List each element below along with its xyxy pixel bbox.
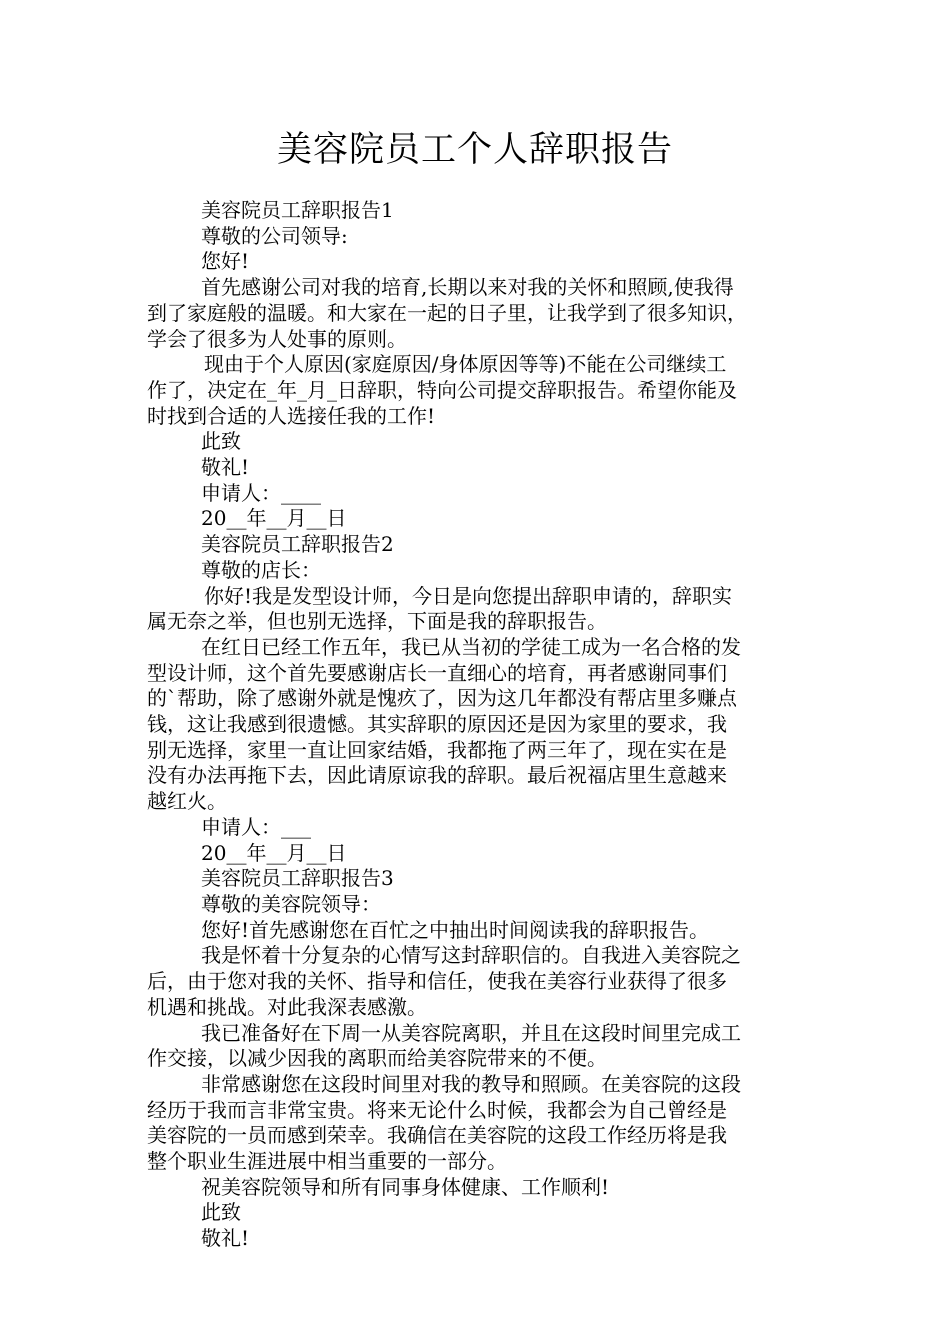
document-title: 美容院员工个人辞职报告 [276,130,673,170]
paragraph-line: 作了，决定在_年_月_日辞职，特向公司提交辞职报告。希望你能及 [147,377,737,402]
paragraph-line: 机遇和挑战。对此我深表感激。 [147,994,427,1019]
paragraph-line: 别无选择，家里一直让回家结婚，我都拖了两三年了，现在实在是 [147,737,727,762]
paragraph-line: 后，由于您对我的关怀、指导和信任，使我在美容行业获得了很多 [147,969,727,994]
paragraph-line: 型设计师，这个首先要感谢店长一直细心的培育，再者感谢同事们 [147,660,727,685]
paragraph-line: 我是怀着十分复杂的心情写这封辞职信的。自我进入美容院之 [201,943,741,968]
paragraph-line: 整个职业生涯进展中相当重要的一部分。 [147,1149,507,1174]
salutation: 尊敬的店长： [201,557,321,582]
paragraph-line: 作交接，以减少因我的离职而给美容院带来的不便。 [147,1046,607,1071]
paragraph-line: 到了家庭般的温暖。和大家在一起的日子里，让我学到了很多知识， [147,300,747,325]
report-heading-2: 美容院员工辞职报告2 [201,532,394,557]
paragraph-line: 的`帮助，除了感谢外就是愧疚了，因为这几年都没有帮店里多赚点 [147,686,737,711]
paragraph-line: 没有办法再拖下去，因此请原谅我的辞职。最后祝福店里生意越来 [147,763,727,788]
salutation: 尊敬的公司领导: [201,223,348,248]
document-body [147,198,807,1252]
greeting: 您好!首先感谢您在百忙之中抽出时间阅读我的辞职报告。 [201,917,710,942]
applicant-line: 申请人：____ [201,480,321,505]
closing-line: 敬礼! [201,455,250,480]
date-line: 20__年__月__日 [201,840,347,865]
report-heading-1: 美容院员工辞职报告1 [201,198,394,222]
paragraph-line: 越红火。 [147,789,227,814]
greeting: 您好! [201,249,250,274]
paragraph-line: 现由于个人原因(家庭原因/身体原因等等)不能在公司继续工 [204,352,727,377]
paragraph-line: 美容院的一员而感到荣幸。我确信在美容院的这段工作经历将是我 [147,1123,727,1148]
paragraph-line: 在红日已经工作五年，我已从当初的学徒工成为一名合格的发 [201,634,741,659]
paragraph-line: 我已准备好在下周一从美容院离职，并且在这段时间里完成工 [201,1020,741,1045]
closing-line: 此致 [201,1200,241,1225]
paragraph-line: 属无奈之举，但也别无选择，下面是我的辞职报告。 [147,609,607,634]
paragraph-line: 经历于我而言非常宝贵。将来无论什么时候，我都会为自己曾经是 [147,1097,727,1122]
closing-line: 敬礼! [201,1226,250,1251]
date-line: 20__年__月__日 [201,506,347,531]
closing-line: 此致 [201,429,241,454]
paragraph-line: 钱，这让我感到很遗憾。其实辞职的原因还是因为家里的要求，我 [147,712,727,737]
report-heading-3: 美容院员工辞职报告3 [201,866,394,891]
applicant-line: 申请人：___ [201,814,311,839]
paragraph-line: 学会了很多为人处事的原则。 [147,326,407,351]
paragraph-line: 非常感谢您在这段时间里对我的教导和照顾。在美容院的这段 [201,1071,741,1096]
paragraph-line: 你好!我是发型设计师，今日是向您提出辞职申请的，辞职实 [204,583,733,608]
paragraph-line: 时找到合适的人选接任我的工作! [147,403,436,428]
paragraph-line: 首先感谢公司对我的培育,长期以来对我的关怀和照顾,使我得 [201,275,734,300]
salutation: 尊敬的美容院领导： [201,891,381,916]
paragraph-line: 祝美容院领导和所有同事身体健康、工作顺利! [201,1174,610,1199]
